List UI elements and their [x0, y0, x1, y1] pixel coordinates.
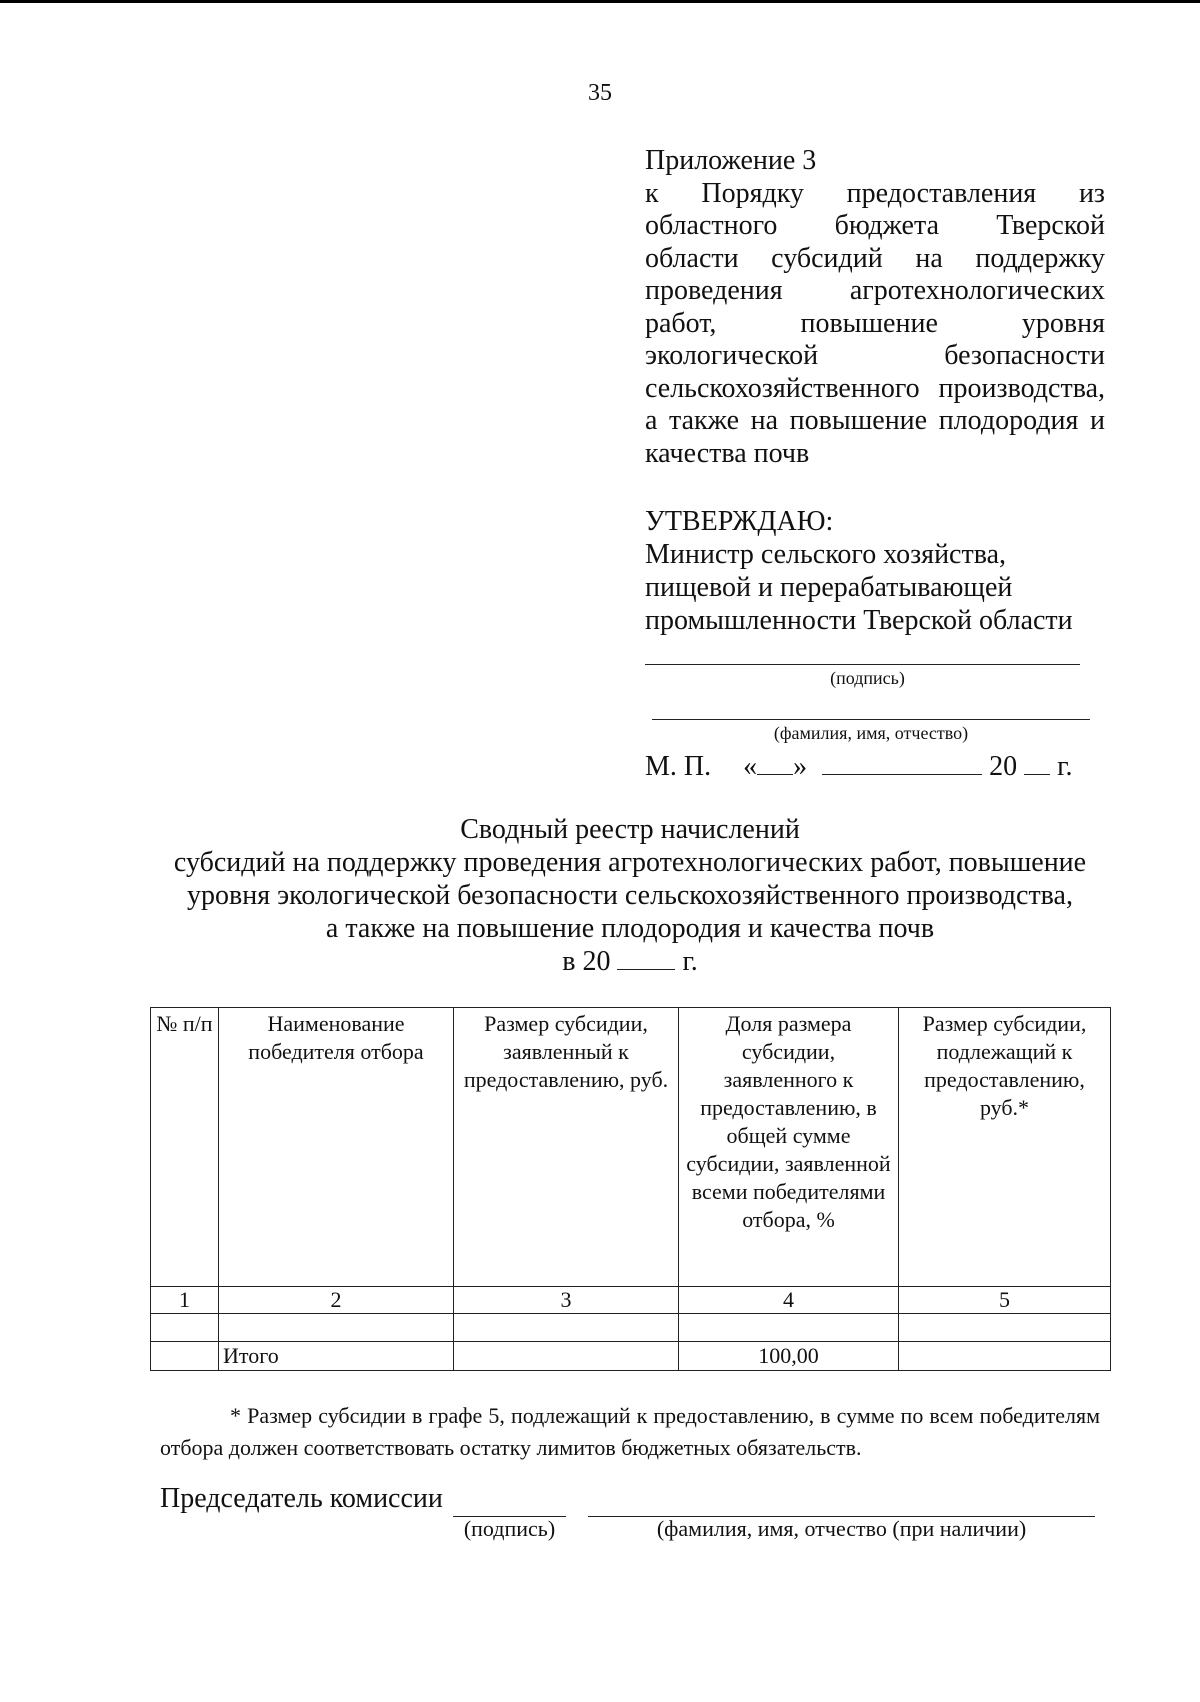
total-share: 100,00 — [679, 1342, 899, 1371]
quote-close: » — [793, 751, 808, 782]
document-title — [100, 813, 1160, 978]
table-header-row — [151, 1008, 1111, 1287]
approval-heading: УТВЕРЖДАЮ: — [645, 506, 834, 537]
title-year-suffix: г. — [682, 946, 698, 977]
appendix-line: качества почв — [645, 437, 810, 469]
title-year-blank[interactable] — [617, 945, 675, 970]
quote-open: « — [743, 751, 758, 782]
month-blank[interactable] — [822, 750, 982, 775]
title-year-line — [100, 945, 1160, 978]
table-cell[interactable] — [151, 1314, 219, 1342]
table-cell[interactable] — [454, 1314, 679, 1342]
top-edge-line — [0, 0, 1200, 3]
title-line: уровня экологической безопасности сельскохозяйственного производства, — [187, 880, 1073, 911]
column-number-row — [151, 1287, 1111, 1314]
title-line: Сводный реестр начислений — [460, 814, 800, 845]
minister-name-line[interactable] — [652, 719, 1090, 720]
col-header-claimed: Размер субсидии, заявленный к предоставлению, руб. — [454, 1008, 679, 1287]
column-number: 2 — [219, 1287, 454, 1314]
day-blank[interactable] — [757, 750, 793, 775]
appendix-line: к Порядку предоставления из — [645, 177, 1105, 209]
chairman-label: Председатель комиссии — [160, 1483, 443, 1514]
table-cell[interactable] — [219, 1314, 454, 1342]
col-header-winner: Наименование победителя отбора — [219, 1008, 454, 1287]
approval-date-row — [645, 750, 1072, 783]
page-number: 35 — [588, 80, 612, 106]
total-granted-cell[interactable] — [899, 1342, 1111, 1371]
total-claimed-cell[interactable] — [454, 1342, 679, 1371]
approval-line: Министр сельского хозяйства, — [645, 539, 1006, 570]
appendix-line: области субсидий на поддержку — [645, 242, 1105, 274]
appendix-line: областного бюджета Тверской — [645, 210, 1105, 241]
minister-name-caption: (фамилия, имя, отчество) — [773, 723, 969, 743]
seal-place-label: М. П. — [645, 751, 712, 782]
col-header-number: № п/п — [151, 1008, 219, 1287]
table-cell[interactable] — [679, 1314, 899, 1342]
appendix-line: проведения агротехнологических — [645, 275, 1105, 306]
chairman-signature-row — [160, 1483, 443, 1515]
year-blank[interactable] — [1024, 750, 1050, 775]
total-row — [151, 1342, 1111, 1371]
table-row — [151, 1314, 1111, 1342]
table-cell[interactable] — [899, 1314, 1111, 1342]
column-number: 4 — [679, 1287, 899, 1314]
appendix-line: сельскохозяйственного производства, — [645, 372, 1105, 404]
appendix-line: а также на повышение плодородия и — [645, 405, 1105, 436]
year-prefix: 20 — [989, 751, 1018, 782]
table-cell[interactable] — [151, 1342, 219, 1371]
chairman-signature-caption: (подпись) — [463, 1516, 556, 1541]
title-year-prefix: в 20 — [562, 946, 611, 977]
total-label: Итого — [219, 1342, 454, 1371]
minister-signature-line[interactable] — [645, 664, 1080, 665]
appendix-line: экологической безопасности — [645, 340, 1105, 371]
col-header-granted: Размер субсидии, подлежащий к предоставлению, руб.* — [899, 1008, 1111, 1287]
year-suffix: г. — [1057, 751, 1073, 782]
register-table — [150, 1007, 1111, 1371]
title-line: а также на повышение плодородия и качества почв — [325, 913, 935, 944]
column-number: 5 — [899, 1287, 1111, 1314]
appendix-reference — [645, 145, 1105, 470]
title-line: субсидий на поддержку проведения агротехнологических работ, повышение — [173, 847, 1087, 878]
column-number: 1 — [151, 1287, 219, 1314]
footnote: * Размер субсидии в графе 5, подлежащий к предоставлению, в сумме по всем победителям отбора должен соответствовать остатку лимитов бюджетных обязательств. — [160, 1403, 1100, 1460]
approval-line: пищевой и перерабатывающей — [645, 572, 1013, 603]
appendix-line: работ, повышение уровня — [645, 307, 1105, 339]
approval-line: промышленности Тверской области — [645, 605, 1073, 636]
column-number: 3 — [454, 1287, 679, 1314]
chairman-name-caption: (фамилия, имя, отчество (при наличии) — [656, 1516, 1027, 1541]
col-header-share: Доля размера субсидии, заявленного к предоставлению, в общей сумме субсидии, заявленной всеми победителями отбора, % — [679, 1008, 899, 1287]
minister-signature-caption: (подпись) — [830, 668, 905, 688]
appendix-title: Приложение 3 — [645, 145, 817, 176]
approval-block — [645, 505, 1115, 637]
